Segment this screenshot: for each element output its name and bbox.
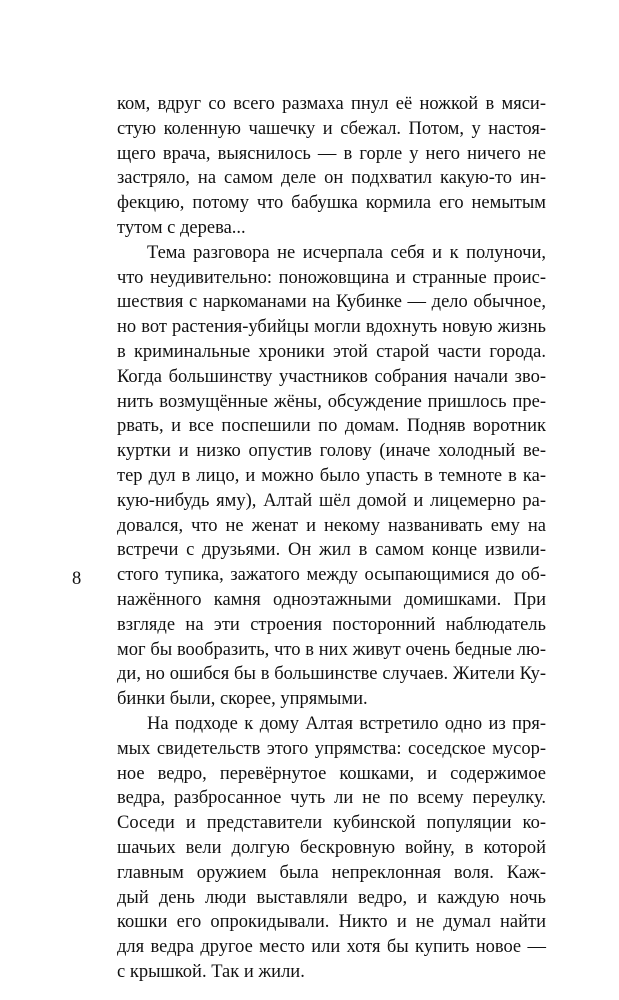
text-line: шествия с наркоманами на Кубинке — дело обычное, <box>117 292 546 313</box>
text-line: довался, что не женат и некому названивать ему на <box>117 515 546 536</box>
text-line: кую-нибудь яму), Алтай шёл домой и лицемерно ра- <box>117 490 546 511</box>
text-line: мых свидетельств этого упрямства: соседское мусор- <box>117 738 546 759</box>
text-line: в криминальные хроники этой старой части города. <box>117 342 546 362</box>
text-line: стую коленную чашечку и сбежал. Потом, у настоя- <box>117 118 546 139</box>
text-line: рвать, и все поспешили по домам. Подняв воротник <box>117 416 546 437</box>
text-line: главным оружием была непреклонная воля. Каж- <box>117 862 546 883</box>
text-line: взгляде на эти строения посторонний наблюдатель <box>117 614 546 635</box>
text-line: ком, вдруг со всего размаха пнул её ножкой в мяси- <box>117 94 546 114</box>
page-number: 8 <box>72 569 82 589</box>
text-line: шачьих вели долгую бескровную войну, в которой <box>117 838 546 858</box>
text-line: с крышкой. Так и жили. <box>117 962 305 982</box>
text-line: Соседи и представители кубинской популяции ко- <box>117 813 546 834</box>
text-line: фекцию, потому что бабушка кормила его немытым <box>117 193 546 214</box>
text-line: тутом с дерева... <box>117 218 246 238</box>
text-line: Когда большинству участников собрания начали зво- <box>117 366 546 387</box>
text-line: ди, но ошибся бы в большинстве случаев. Жители Ку- <box>117 664 546 685</box>
text-line: тер дул в лицо, и можно было упасть в темноте в ка- <box>117 466 546 486</box>
text-line: нить возмущённые жёны, обсуждение пришлось пре- <box>117 391 546 412</box>
text-line: нажённого камня одноэтажными домишками. При <box>117 590 546 610</box>
text-line: для ведра другое место или хотя бы купить новое — <box>117 937 546 958</box>
text-line: ное ведро, перевёрнутое кошками, и содержимое <box>117 763 546 784</box>
text-line: кошки его опрокидывали. Никто и не думал найти <box>117 912 546 933</box>
text-line: куртки и низко опустив голову (иначе холодный ве- <box>117 441 546 462</box>
text-line: стого тупика, зажатого между осыпающимися до об- <box>117 565 546 586</box>
text-line: застряло, на самом деле он подхватил какую-то ин- <box>117 168 546 189</box>
text-line: ведра, разбросанное чуть ли не по всему переулку. <box>117 788 546 809</box>
text-line: мог бы вообразить, что в них живут очень бедные лю- <box>117 639 546 660</box>
paragraph-first-line: На подходе к дому Алтая встретило одно из пря- <box>147 714 546 734</box>
text-line: но вот растения-убийцы могли вдохнуть новую жизнь <box>117 317 546 338</box>
paragraph-first-line: Тема разговора не исчерпала себя и к полуночи, <box>147 242 546 263</box>
text-line: дый день люди выставляли ведро, и каждую ночь <box>117 887 546 908</box>
text-line: щего врача, выяснилось — в горле у него ничего не <box>117 143 546 164</box>
text-line: встречи с друзьями. Он жил в самом конце извили- <box>117 540 546 561</box>
text-line: что неудивительно: поножовщина и странные проис- <box>117 267 546 288</box>
text-line: бинки были, скорее, упрямыми. <box>117 689 368 710</box>
